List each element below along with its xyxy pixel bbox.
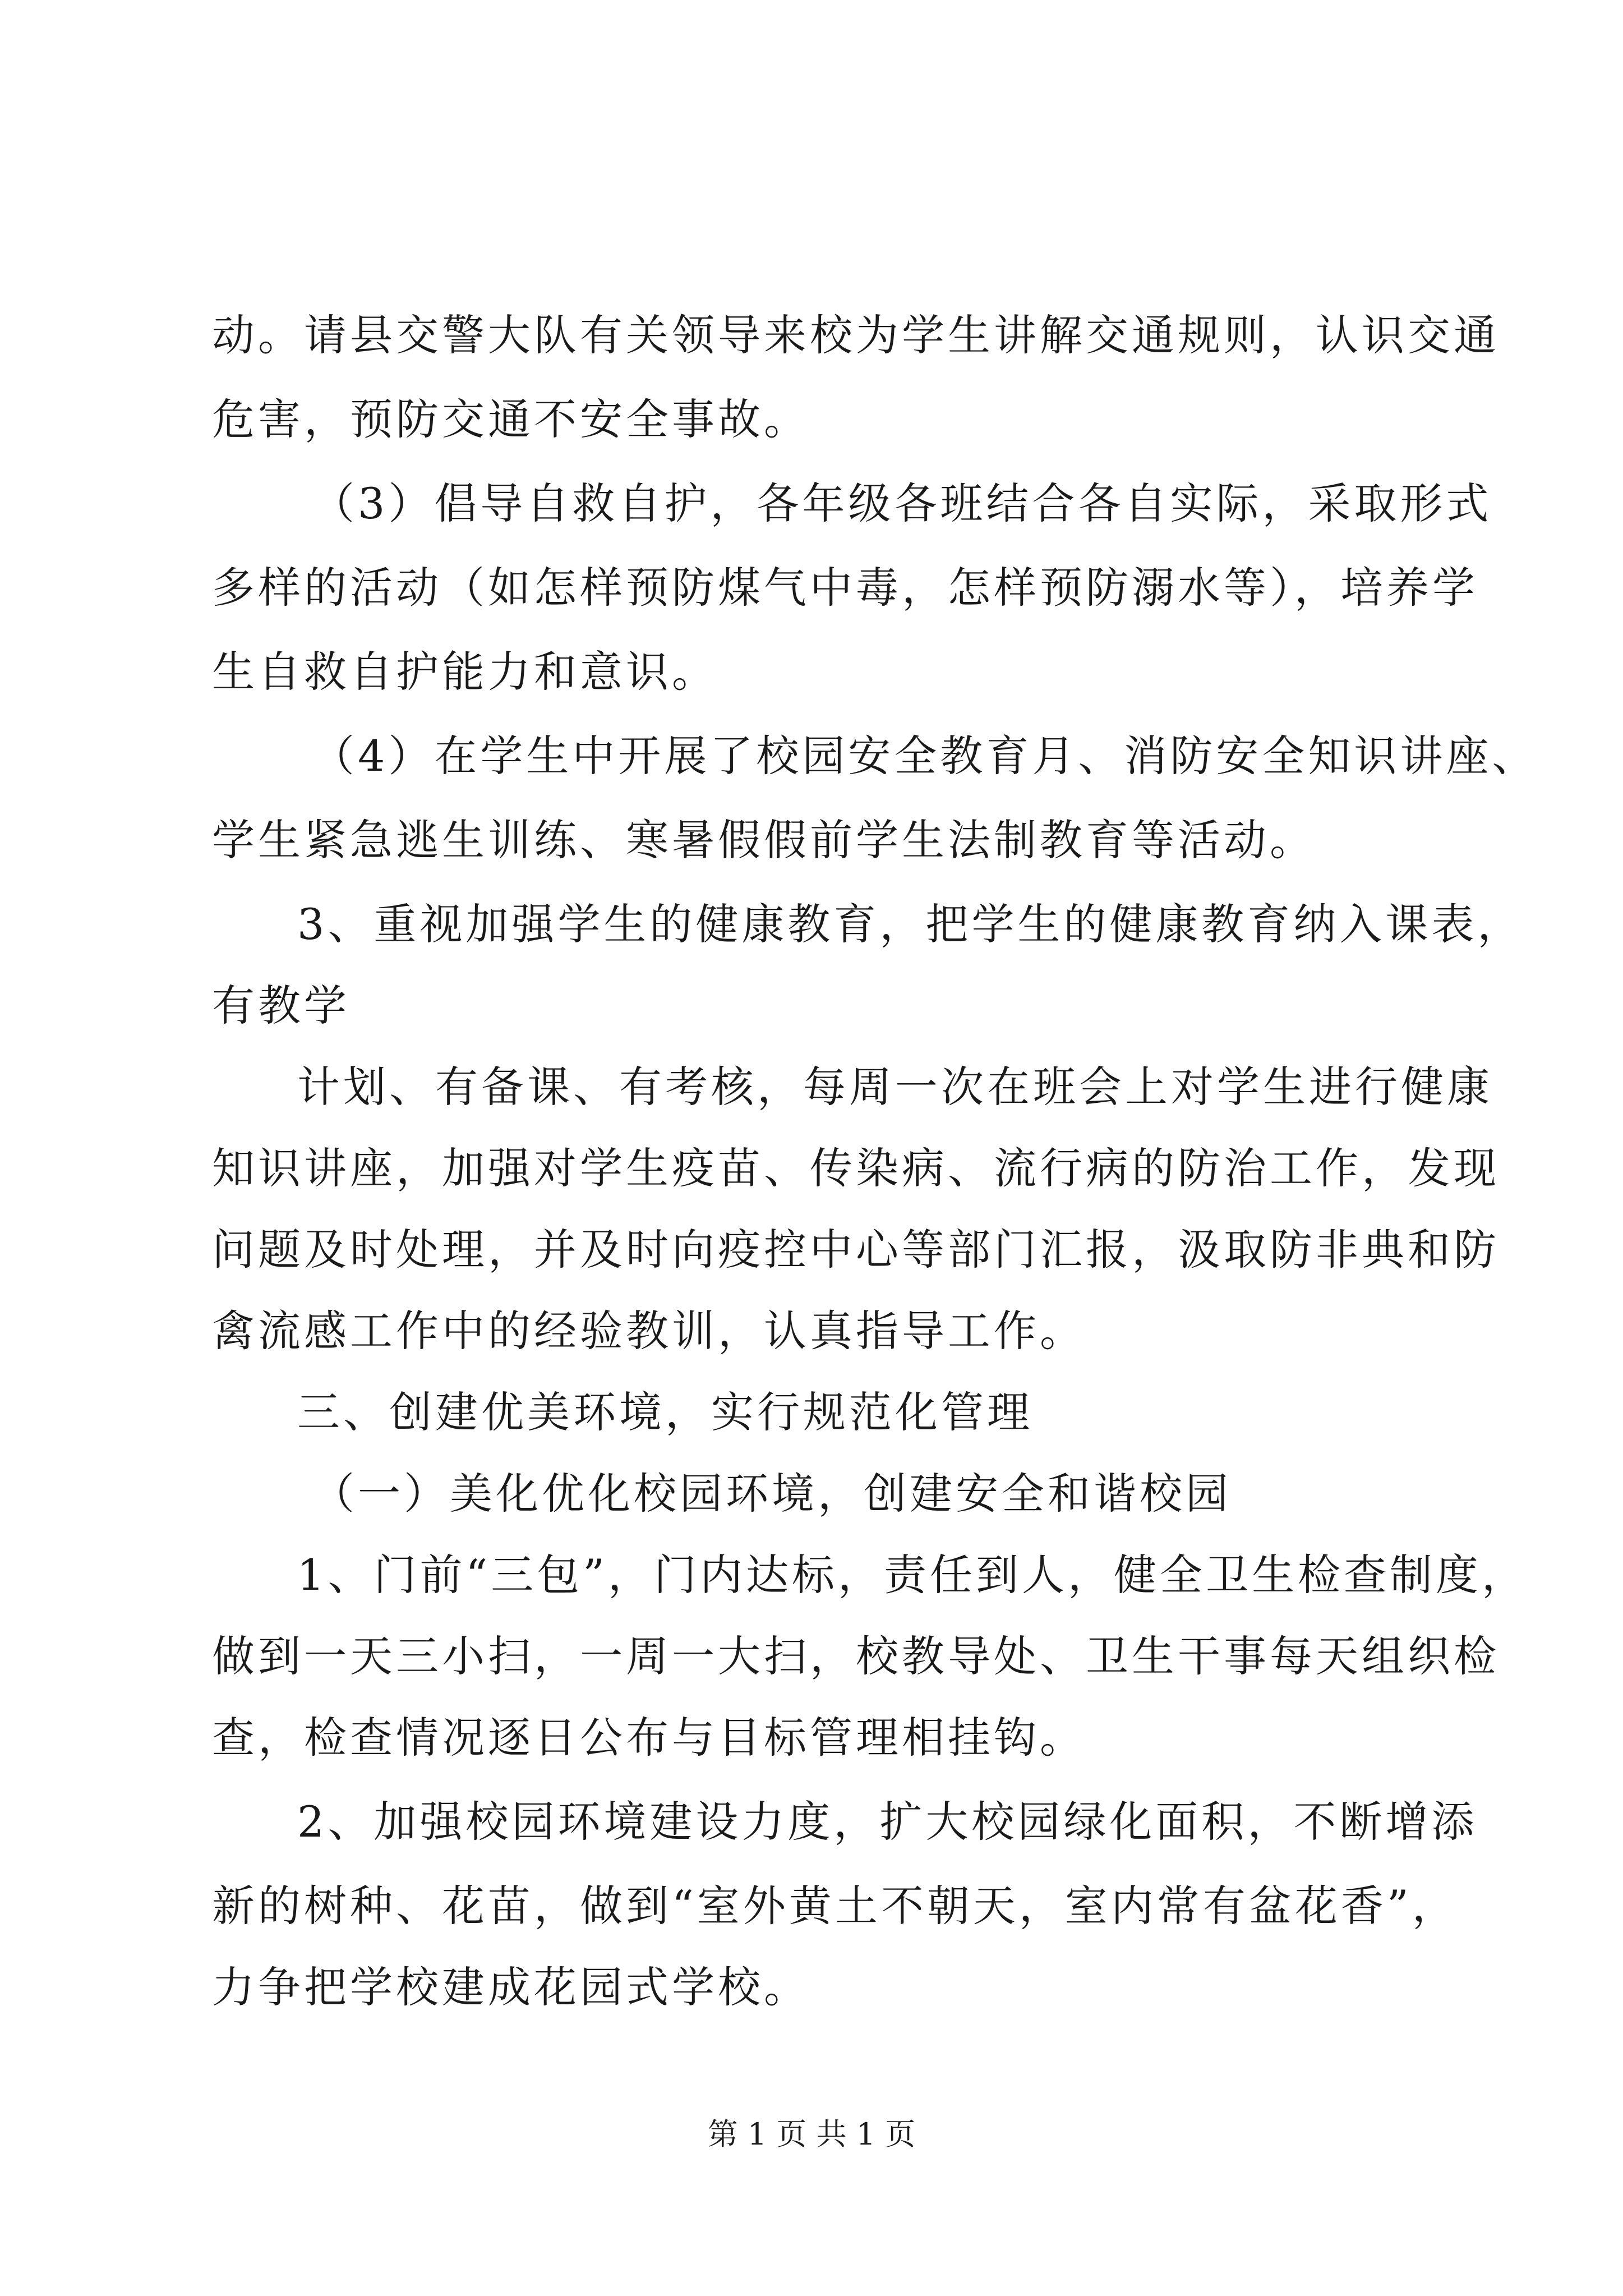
text-line-4: 多样的活动（如怎样预防煤气中毒，怎样预防溺水等），培养学 [212, 563, 1478, 613]
page-footer: 第 1 页 共 1 页 [707, 2116, 916, 2152]
text-line-2: 危害，预防交通不安全事故。 [212, 394, 810, 444]
text-line-19: 2、加强校园环境建设力度，扩大校园绿化面积，不断增添 [297, 1797, 1478, 1847]
text-line-17: 做到一天三小扫，一周一大扫，校教导处、卫生干事每天组织检 [212, 1631, 1500, 1681]
text-line-21: 力争把学校建成花园式学校。 [212, 1962, 810, 2012]
text-line-3: （3）倡导自救自护，各年级各班结合各自实际，采取形式 [312, 478, 1492, 528]
text-line-8: 3、重视加强学生的健康教育，把学生的健康教育纳入课表， [297, 899, 1524, 949]
text-line-18: 查，检查情况逐日公布与目标管理相挂钩。 [212, 1713, 1086, 1763]
text-line-12: 问题及时处理，并及时向疫控中心等部门汇报，汲取防非典和防 [212, 1225, 1500, 1274]
section-heading: 三、创建优美环境，实行规范化管理 [297, 1387, 1033, 1437]
text-line-6: （4）在学生中开展了校园安全教育月、消防安全知识讲座、 [312, 731, 1538, 781]
text-line-9: 有教学 [212, 981, 350, 1030]
text-line-10: 计划、有备课、有考核，每周一次在班会上对学生进行健康 [297, 1062, 1493, 1112]
text-line-16: 1、门前“三包”，门内达标，责任到人，健全卫生检查制度， [297, 1550, 1528, 1600]
text-line-1: 动。请县交警大队有关领导来校为学生讲解交通规则，认识交通 [212, 310, 1500, 360]
text-line-20: 新的树种、花苗，做到“室外黄土不朝天，室内常有盆花香”， [212, 1881, 1458, 1931]
subsection-heading: （一）美化优化校园环境，创建安全和谐校园 [312, 1469, 1232, 1519]
text-line-11: 知识讲座，加强对学生疫苗、传染病、流行病的防治工作，发现 [212, 1143, 1500, 1193]
text-line-5: 生自救自护能力和意识。 [212, 647, 718, 697]
text-line-13: 禽流感工作中的经验教训，认真指导工作。 [212, 1306, 1086, 1356]
text-line-7: 学生紧急逃生训练、寒暑假假前学生法制教育等活动。 [212, 815, 1316, 865]
